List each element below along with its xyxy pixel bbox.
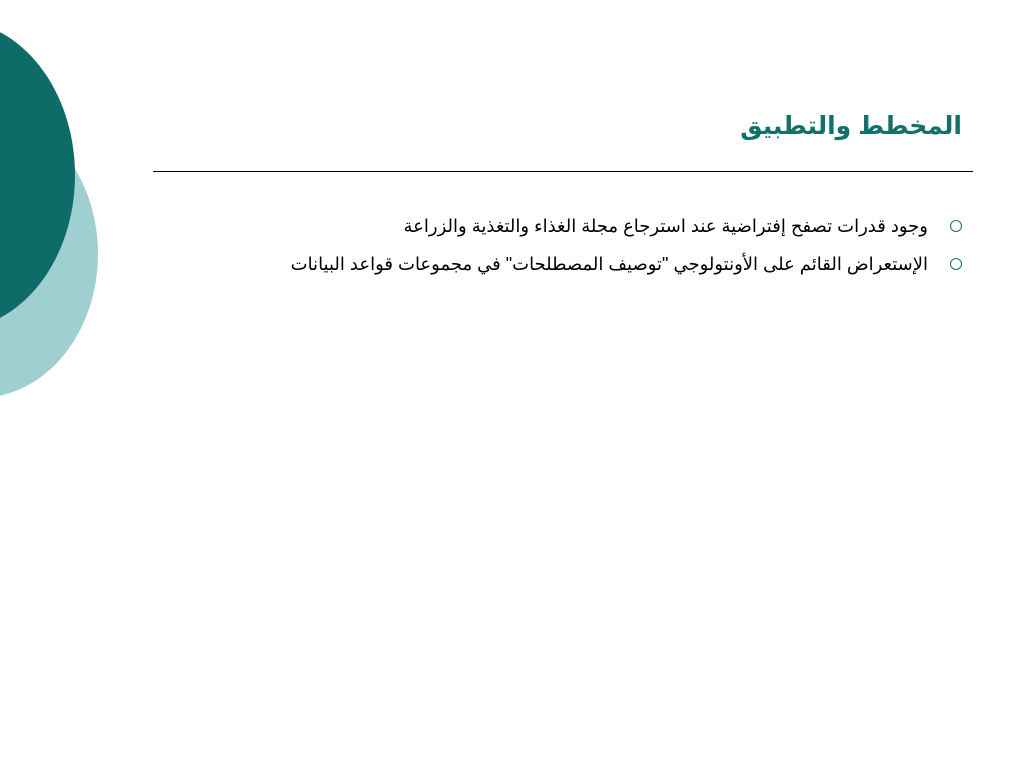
bullet-text: الإستعراض القائم على الأونتولوجي "توصيف المصطلحات" في مجموعات قواعد البيانات — [290, 253, 928, 274]
bullet-text: وجود قدرات تصفح إفتراضية عند استرجاع مجلة الغذاء والتغذية والزراعة — [403, 215, 928, 236]
bullet-item — [142, 245, 962, 283]
title-divider — [153, 171, 973, 172]
slide-title: المخطط والتطبيق — [740, 112, 962, 140]
bullet-list — [142, 207, 962, 283]
bullet-item — [142, 207, 962, 245]
hollow-circle-bullet-icon — [950, 220, 962, 232]
hollow-circle-bullet-icon — [950, 258, 962, 270]
